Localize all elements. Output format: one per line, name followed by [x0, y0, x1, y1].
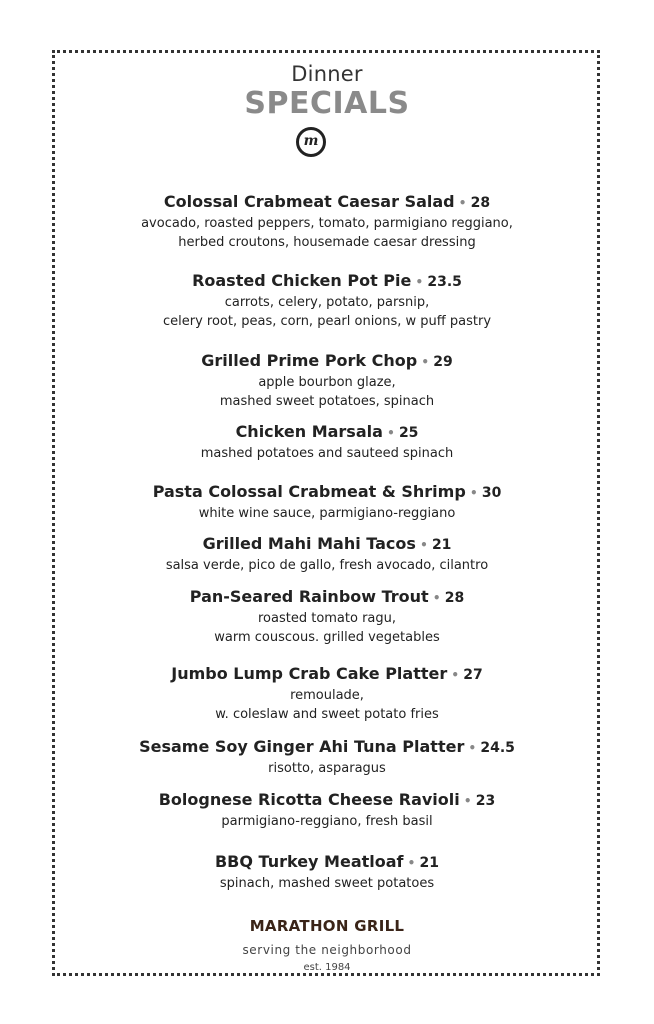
menu-item-heading — [0, 421, 654, 444]
price-separator-dot: • — [428, 591, 445, 605]
menu-item — [0, 350, 654, 411]
menu-item-description: herbed croutons, housemade caesar dressing — [178, 235, 476, 250]
menu-item-heading — [0, 789, 654, 812]
menu-item-name: Bolognese Ricotta Cheese Ravioli — [158, 790, 460, 809]
price-separator-dot: • — [454, 196, 471, 210]
menu-item-heading — [0, 191, 654, 214]
menu-item-heading — [0, 736, 654, 759]
menu-item-description: parmigiano-reggiano, fresh basil — [221, 814, 433, 829]
menu-item-heading — [0, 663, 654, 686]
menu-item-description: white wine sauce, parmigiano-reggiano — [198, 506, 456, 521]
menu-item-name: Roasted Chicken Pot Pie — [192, 271, 412, 290]
established-year: est. 1984 — [303, 962, 351, 973]
price-separator-dot: • — [411, 275, 428, 289]
menu-item — [0, 533, 654, 575]
menu-item-description: risotto, asparagus — [268, 761, 386, 776]
menu-item-description: apple bourbon glaze, — [258, 375, 396, 390]
menu-item-name: Sesame Soy Ginger Ahi Tuna Platter — [139, 737, 465, 756]
price-separator-dot: • — [459, 794, 476, 808]
menu-item — [0, 191, 654, 252]
menu-item-price: 23.5 — [427, 274, 462, 290]
menu-item — [0, 736, 654, 778]
menu-item-price: 28 — [444, 590, 465, 606]
menu-item-name: BBQ Turkey Meatloaf — [214, 852, 404, 871]
menu-item — [0, 586, 654, 647]
menu-item-name: Pan-Seared Rainbow Trout — [189, 587, 429, 606]
menu-item-name: Grilled Prime Pork Chop — [201, 351, 418, 370]
menu-item-description: warm couscous. grilled vegetables — [214, 630, 440, 645]
menu-item-name: Colossal Crabmeat Caesar Salad — [163, 192, 455, 211]
menu-item-name: Grilled Mahi Mahi Tacos — [202, 534, 416, 553]
menu-title-specials: SPECIALS — [244, 86, 410, 121]
menu-item — [0, 481, 654, 523]
menu-item — [0, 789, 654, 831]
menu-item-price: 23 — [475, 793, 496, 809]
menu-item-description: mashed potatoes and sauteed spinach — [200, 446, 454, 461]
menu-item-description: roasted tomato ragu, — [257, 611, 397, 626]
menu-item-heading — [0, 270, 654, 293]
menu-item-name: Jumbo Lump Crab Cake Platter — [171, 664, 448, 683]
price-separator-dot: • — [417, 355, 434, 369]
menu-item-description: carrots, celery, potato, parsnip, — [224, 295, 430, 310]
menu-item-heading — [0, 851, 654, 874]
menu-item-description: celery root, peas, corn, pearl onions, w puff pastry — [162, 314, 492, 329]
price-separator-dot: • — [415, 538, 432, 552]
menu-item — [0, 851, 654, 893]
price-separator-dot: • — [464, 741, 481, 755]
menu-item-price: 30 — [481, 485, 502, 501]
menu-item-description: salsa verde, pico de gallo, fresh avocado, cilantro — [165, 558, 489, 573]
menu-item — [0, 421, 654, 463]
menu-item-description: w. coleslaw and sweet potato fries — [215, 707, 439, 722]
menu-item-heading — [0, 481, 654, 504]
price-separator-dot: • — [403, 856, 420, 870]
menu-item-price: 29 — [433, 354, 453, 370]
menu-item-name: Pasta Colossal Crabmeat & Shrimp — [152, 482, 466, 501]
menu-item-price: 21 — [419, 855, 440, 871]
menu-item-heading — [0, 350, 654, 373]
price-separator-dot: • — [382, 426, 399, 440]
menu-item-price: 25 — [398, 425, 419, 441]
menu-item-price: 27 — [463, 667, 483, 683]
menu-title-dinner: Dinner — [291, 62, 363, 86]
menu-item-description: mashed sweet potatoes, spinach — [219, 394, 435, 409]
menu-item-description: spinach, mashed sweet potatoes — [219, 876, 435, 891]
menu-item — [0, 270, 654, 331]
menu-item-description: avocado, roasted peppers, tomato, parmigiano reggiano, — [141, 216, 513, 231]
menu-item-description: remoulade, — [290, 688, 364, 703]
menu-item-heading — [0, 586, 654, 609]
menu-item-name: Chicken Marsala — [235, 422, 383, 441]
restaurant-tagline: serving the neighborhood — [242, 943, 412, 957]
menu-item-heading — [0, 533, 654, 556]
menu-item-price: 28 — [470, 195, 491, 211]
menu-item — [0, 663, 654, 724]
restaurant-brand-name: MARATHON GRILL — [249, 917, 405, 935]
price-separator-dot: • — [447, 668, 464, 682]
menu-item-price: 21 — [431, 537, 452, 553]
marathon-logo-icon: m — [296, 127, 326, 157]
price-separator-dot: • — [465, 486, 482, 500]
menu-item-price: 24.5 — [480, 740, 515, 756]
